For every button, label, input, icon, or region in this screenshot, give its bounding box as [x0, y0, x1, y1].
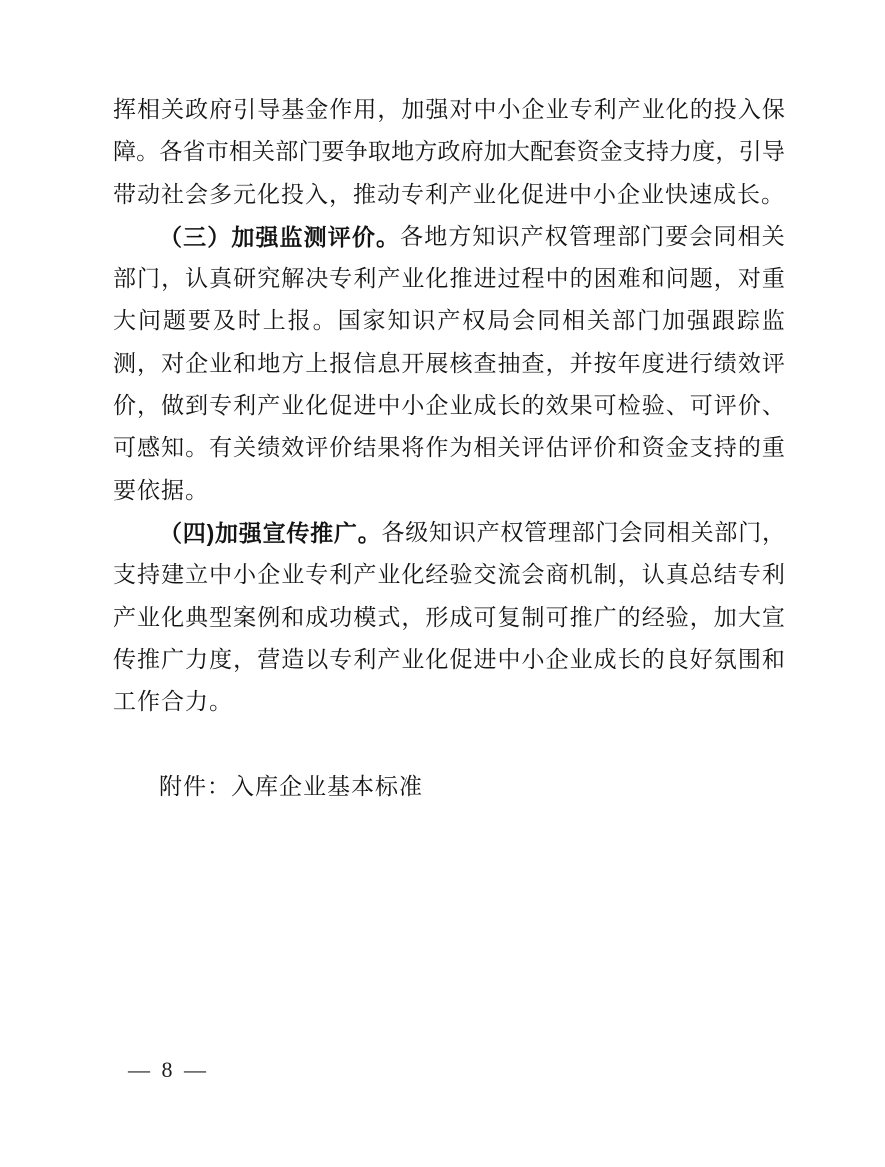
text-line: 要依据。	[113, 477, 209, 503]
text-line: 挥 相 关 政 府 引 导 基 金 作 用 ， 加 强 对 中 小 企 业 专 利 产 业 化 的 投 入 保	[113, 97, 785, 122]
page-number: — 8 —	[128, 1057, 209, 1082]
paragraph-heading-line: （ 三 ） 加 强 监 测 评 价 。 各 地 方 知 识 产 权 管 理 部 门 要 会 同 相 关	[159, 223, 785, 250]
text-line: 测 ， 对 企 业 和 地 方 上 报 信 息 开 展 核 查 抽 查 ， 并 按 年 度 进 行 绩 效 评	[113, 350, 785, 376]
text-line: 工作合力。	[113, 689, 233, 715]
text-line: 带动社会多元化投入，推动专利产业化促进中小企业快速成长。	[113, 181, 785, 207]
text-line: 大 问 题 要 及 时 上 报 。 国 家 知 识 产 权 局 会 同 相 关 部 门 加 强 跟 踪 监	[113, 308, 785, 334]
text-line	[113, 723, 785, 765]
text-line: 支 持 建 立 中 小 企 业 专 利 产 业 化 经 验 交 流 会 商 机 制 ， 认 真 总 结 专 利	[113, 562, 785, 588]
attachment-reference: 附件：入库企业基本标准	[159, 773, 423, 799]
text-line: 部 门 ， 认 真 研 究 解 决 专 利 产 业 化 推 进 过 程 中 的 困 难 和 问 题 ， 对 重	[113, 266, 785, 292]
text-line: 价 ， 做 到 专 利 产 业 化 促 进 中 小 企 业 成 长 的 效 果 可 检 验 、 可 评 价 、	[113, 393, 785, 419]
paragraph-heading-line: （ 四 ) 加 强 宣 传 推 广 。 各 级 知 识 产 权 管 理 部 门 会 同 相 关 部 门 ，	[159, 519, 785, 546]
document-body	[113, 89, 785, 808]
text-line: 可 感 知 。 有 关 绩 效 评 价 结 果 将 作 为 相 关 评 估 评 价 和 资 金 支 持 的 重	[113, 435, 785, 461]
text-line: 障 。 各 省 市 相 关 部 门 要 争 取 地 方 政 府 加 大 配 套 资 金 支 持 力 度 ， 引 导	[113, 139, 785, 165]
text-line: 产 业 化 典 型 案 例 和 成 功 模 式 ， 形 成 可 复 制 可 推 广 的 经 验 ， 加 大 宣	[113, 604, 785, 630]
text-line: 传 推 广 力 度 ， 营 造 以 专 利 产 业 化 促 进 中 小 企 业 成 长 的 良 好 氛 围 和	[113, 646, 785, 672]
